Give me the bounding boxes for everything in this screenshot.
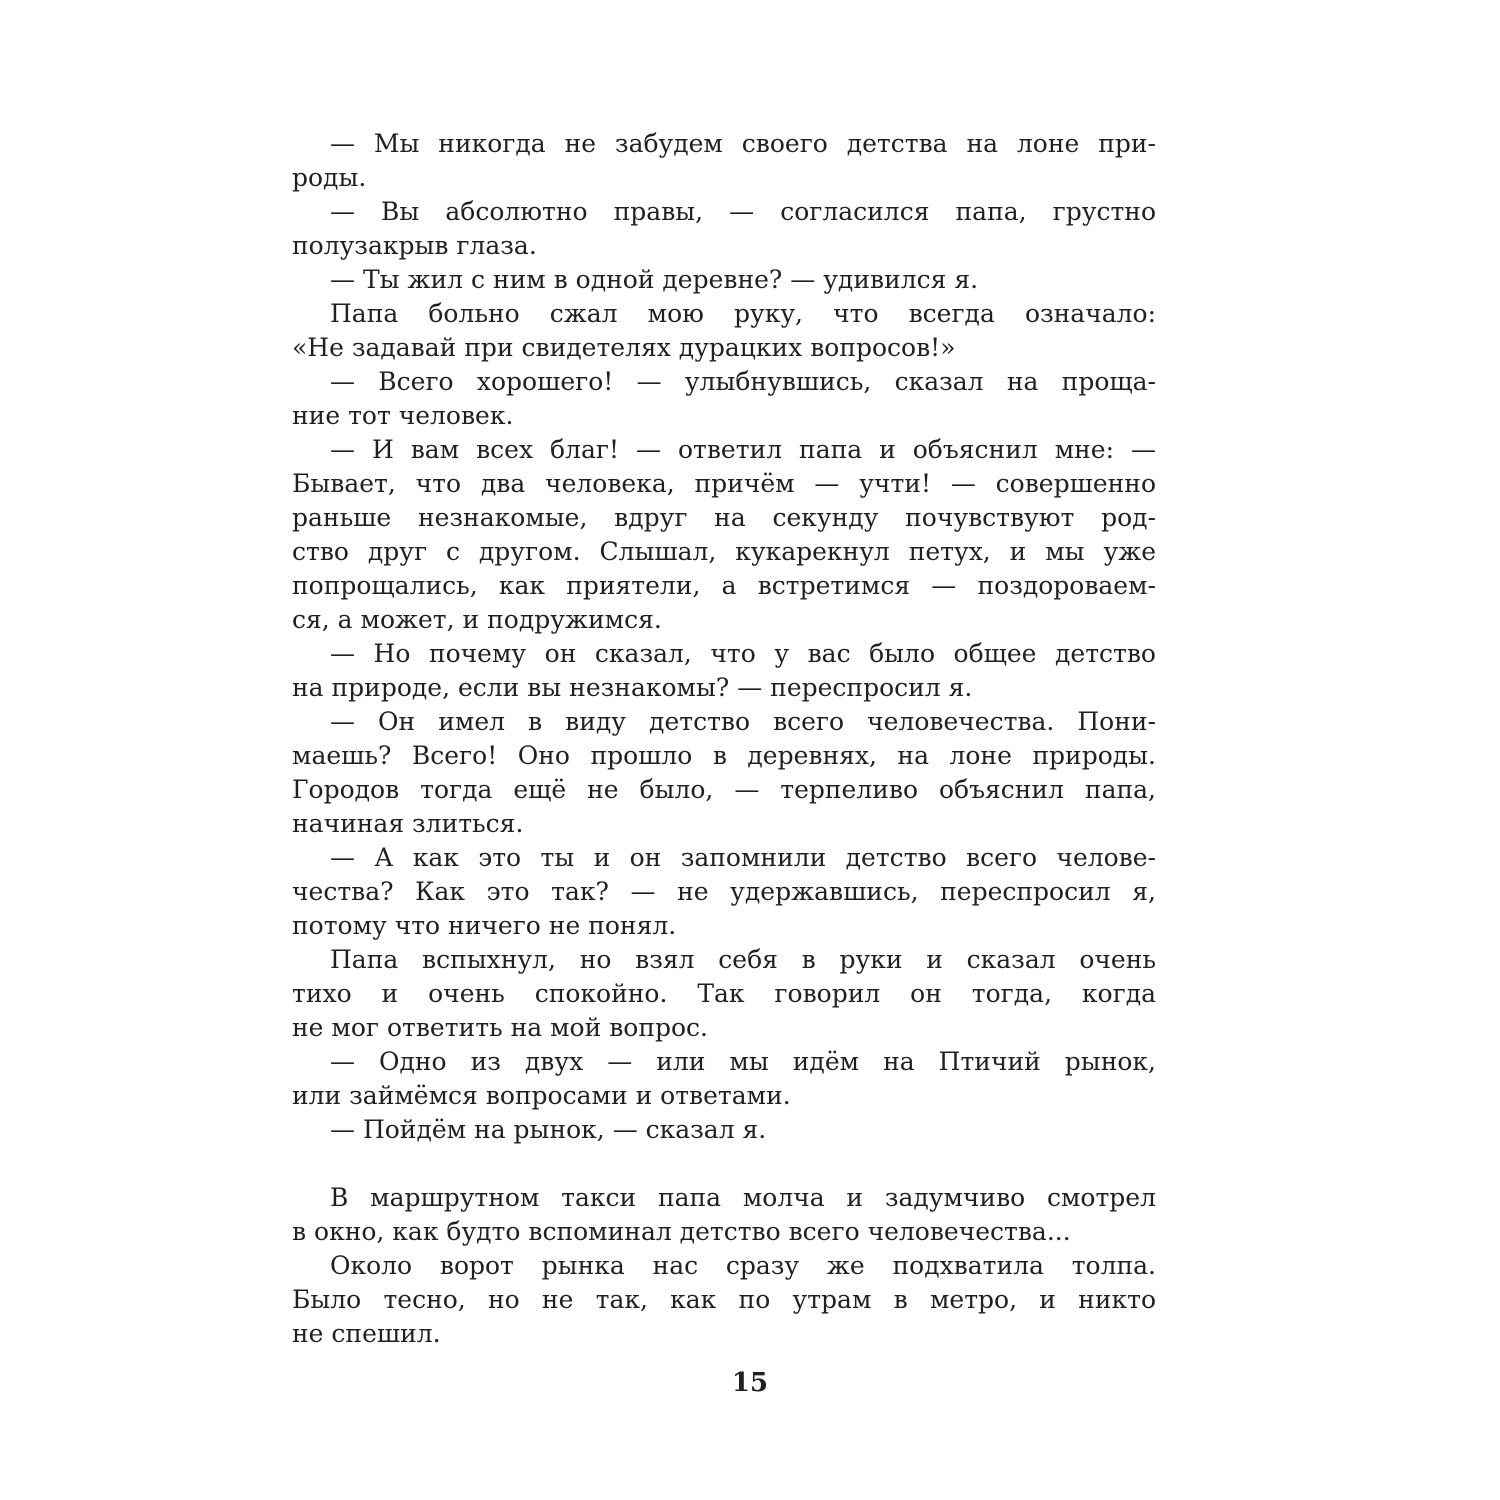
section-break bbox=[292, 1147, 1156, 1181]
text-line: на природе, если вы незнакомы? — переспросил я. bbox=[292, 673, 973, 702]
text-line: ся, а может, и подружимся. bbox=[292, 605, 662, 634]
text-line: В маршрутном такси папа молча и задумчиво смотрел bbox=[330, 1183, 1156, 1212]
text-line: «Не задавай при свидетелях дурацких вопросов!» bbox=[292, 333, 956, 362]
text-line: Около ворот рынка нас сразу же подхватила толпа. bbox=[330, 1251, 1156, 1280]
text-line: — Всего хорошего! — улыбнувшись, сказал на проща- bbox=[330, 367, 1156, 396]
text-line: начиная злиться. bbox=[292, 809, 524, 838]
text-line: — Пойдём на рынок, — сказал я. bbox=[330, 1115, 767, 1144]
text-line: раньше незнакомые, вдруг на секунду почувствуют род- bbox=[292, 503, 1156, 532]
body-text bbox=[292, 127, 1156, 1351]
text-line: — Вы абсолютно правы, — согласился папа, грустно bbox=[330, 197, 1156, 226]
text-line: — Но почему он сказал, что у вас было общее детство bbox=[330, 639, 1156, 668]
text-line: чества? Как это так? — не удержавшись, переспросил я, bbox=[292, 877, 1156, 906]
text-line: — Одно из двух — или мы идём на Птичий рынок, bbox=[330, 1047, 1156, 1076]
text-line: или займёмся вопросами и ответами. bbox=[292, 1081, 791, 1110]
text-line: — Ты жил с ним в одной деревне? — удивился я. bbox=[330, 265, 979, 294]
text-line: Папа вспыхнул, но взял себя в руки и сказал очень bbox=[330, 945, 1156, 974]
text-line: полузакрыв глаза. bbox=[292, 231, 537, 260]
text-line: — Мы никогда не забудем своего детства на лоне при- bbox=[330, 129, 1156, 158]
text-line: маешь? Всего! Оно прошло в деревнях, на лоне природы. bbox=[292, 741, 1156, 770]
text-line: — И вам всех благ! — ответил папа и объяснил мне: — bbox=[330, 435, 1156, 464]
text-line: — А как это ты и он запомнили детство всего челове- bbox=[330, 843, 1156, 872]
text-line: — Он имел в виду детство всего человечества. Пони- bbox=[330, 707, 1156, 736]
text-line: ние тот человек. bbox=[292, 401, 514, 430]
text-line: попрощались, как приятели, а встретимся — поздороваем- bbox=[292, 571, 1156, 600]
text-line: Городов тогда ещё не было, — терпеливо объяснил папа, bbox=[292, 775, 1156, 804]
text-line: в окно, как будто вспоминал детство всего человечества... bbox=[292, 1217, 1071, 1246]
text-line: не мог ответить на мой вопрос. bbox=[292, 1013, 708, 1042]
text-line: роды. bbox=[292, 163, 367, 192]
text-line: Бывает, что два человека, причём — учти! — совершенно bbox=[292, 469, 1156, 498]
page-number: 15 bbox=[731, 1368, 769, 1398]
text-line: ство друг с другом. Слышал, кукарекнул петух, и мы уже bbox=[292, 537, 1156, 566]
text-line: тихо и очень спокойно. Так говорил он тогда, когда bbox=[292, 979, 1156, 1008]
text-line: не спешил. bbox=[292, 1319, 441, 1348]
text-line: Было тесно, но не так, как по утрам в метро, и никто bbox=[292, 1285, 1156, 1314]
text-line: Папа больно сжал мою руку, что всегда означало: bbox=[330, 299, 1156, 328]
text-line: потому что ничего не понял. bbox=[292, 911, 677, 940]
